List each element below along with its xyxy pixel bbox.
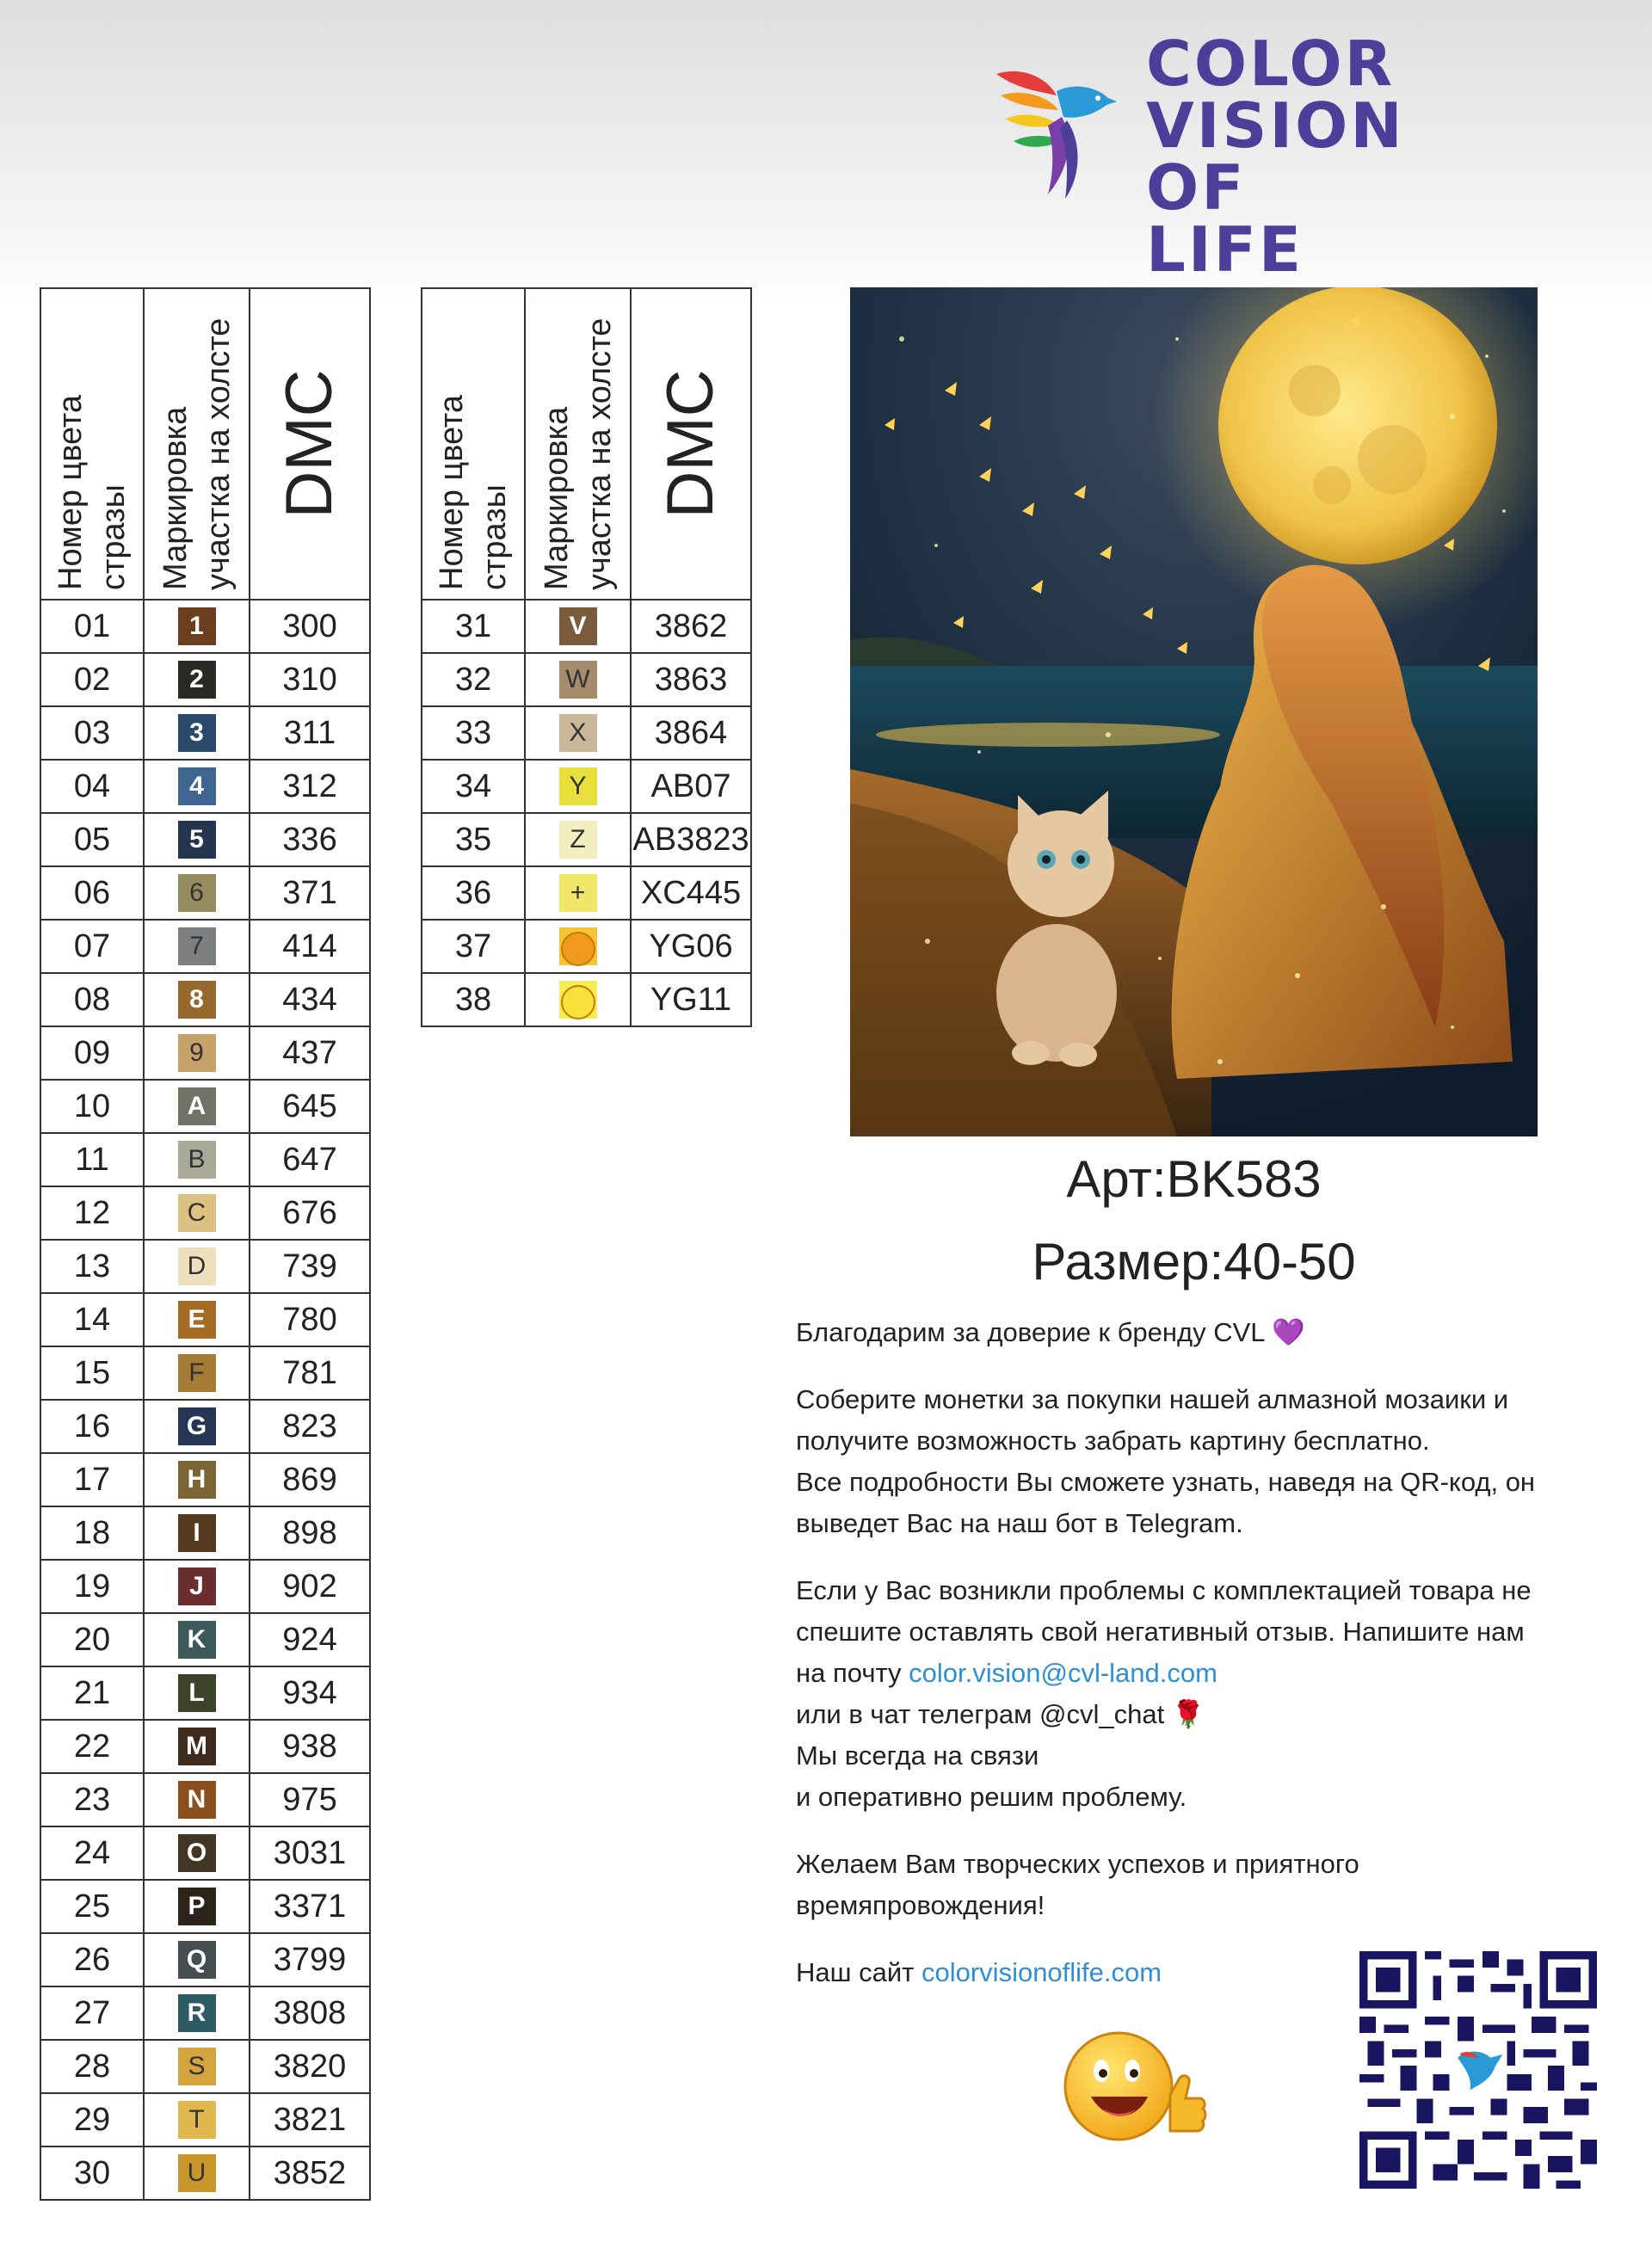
color-swatch [559,927,597,965]
legend-row [40,1986,370,2040]
color-number: 25 [40,1880,144,1933]
legend-row [40,1240,370,1293]
thumbs-up-smiley-icon [1058,2026,1213,2147]
legend-row [40,866,370,920]
coins-text: выведет Вас на наш бот в Telegram. [796,1508,1243,1538]
dmc-code: 934 [250,1666,370,1720]
color-number: 07 [40,920,144,973]
dmc-code: 300 [250,600,370,653]
color-swatch: D [178,1247,216,1285]
canvas-marking [144,1613,250,1666]
dmc-code: 437 [250,1026,370,1080]
canvas-marking [144,706,250,760]
legend-row [40,1186,370,1240]
color-number: 01 [40,600,144,653]
legend-row [40,653,370,706]
legend-row [422,653,751,706]
color-swatch: V [559,607,597,645]
color-swatch: 2 [178,661,216,699]
color-number: 28 [40,2040,144,2093]
canvas-marking [525,920,631,973]
circle-symbol-icon [561,985,595,1019]
dmc-code: 336 [250,813,370,866]
coins-text: Все подробности Вы сможете узнать, наведя на QR-код, он [796,1467,1536,1497]
canvas-marking [144,813,250,866]
problem-text: спешите оставлять свой негативный отзыв. Напишите нам [796,1617,1525,1647]
legend-row [40,1826,370,1880]
thanks-text: Благодарим за доверие к бренду CVL 💜 [796,1317,1305,1347]
legend-row [40,2093,370,2147]
dmc-code: AB3823 [631,813,751,866]
legend-row [40,1026,370,1080]
dmc-code: 869 [250,1453,370,1506]
dmc-code: 676 [250,1186,370,1240]
canvas-marking [144,760,250,813]
legend-row [422,813,751,866]
legend-row [40,1933,370,1986]
color-number: 15 [40,1346,144,1400]
legend-row [40,760,370,813]
color-number: 05 [40,813,144,866]
canvas-marking [144,1560,250,1613]
color-swatch: Q [178,1941,216,1979]
color-number: 04 [40,760,144,813]
color-number: 14 [40,1293,144,1346]
color-number: 18 [40,1506,144,1560]
canvas-marking [144,1026,250,1080]
legend-row [422,706,751,760]
color-number: 29 [40,2093,144,2147]
canvas-marking [525,813,631,866]
color-swatch: 8 [178,981,216,1019]
canvas-marking [144,1080,250,1133]
canvas-marking [144,1666,250,1720]
dmc-code: XC445 [631,866,751,920]
dmc-code: 938 [250,1720,370,1773]
dmc-code: 898 [250,1506,370,1560]
dmc-code: 975 [250,1773,370,1826]
header-color-number: Номер цвета стразы [40,288,144,600]
dmc-code: 3863 [631,653,751,706]
legend-row [40,1453,370,1506]
color-swatch: B [178,1141,216,1179]
canvas-marking [144,1986,250,2040]
dmc-code: 371 [250,866,370,920]
color-swatch: 1 [178,607,216,645]
dmc-code: 434 [250,973,370,1026]
canvas-marking [144,2147,250,2200]
legend-row [40,1880,370,1933]
color-number: 35 [422,813,525,866]
brand-line: VISION [1146,89,1405,162]
color-number: 34 [422,760,525,813]
color-swatch: M [178,1728,216,1765]
color-number: 20 [40,1613,144,1666]
hummingbird-logo-icon [988,57,1117,203]
canvas-marking [144,1720,250,1773]
color-number: 37 [422,920,525,973]
canvas-marking [144,866,250,920]
dmc-code: 924 [250,1613,370,1666]
problem-text: на почту color.vision@cvl-land.com [796,1658,1217,1688]
qr-code-icon[interactable] [1359,1951,1597,2189]
color-swatch: P [178,1888,216,1925]
color-swatch: A [178,1087,216,1125]
dmc-code: 3821 [250,2093,370,2147]
color-swatch: 7 [178,927,216,965]
legend-row [40,1773,370,1826]
canvas-marking [144,1400,250,1453]
coins-text: получите возможность забрать картину бесплатно. [796,1426,1430,1456]
legend-row [40,973,370,1026]
color-swatch: I [178,1514,216,1552]
color-swatch: X [559,714,597,752]
canvas-marking [144,1826,250,1880]
dmc-code: 902 [250,1560,370,1613]
color-swatch: U [178,2154,216,2192]
legend-row [422,973,751,1026]
canvas-marking [525,866,631,920]
canvas-marking [144,920,250,973]
product-image [850,287,1538,1136]
color-number: 30 [40,2147,144,2200]
info-text [796,1312,1622,2019]
color-number: 10 [40,1080,144,1133]
legend-row [40,2147,370,2200]
dmc-code: 3371 [250,1880,370,1933]
dmc-code: YG06 [631,920,751,973]
canvas-marking [144,2040,250,2093]
legend-row [40,920,370,973]
color-number: 38 [422,973,525,1026]
color-number: 09 [40,1026,144,1080]
dmc-code: 311 [250,706,370,760]
legend-row [40,600,370,653]
color-number: 02 [40,653,144,706]
color-swatch: N [178,1781,216,1819]
color-number: 27 [40,1986,144,2040]
brand-line: COLOR [1146,28,1396,100]
dmc-code: 312 [250,760,370,813]
color-number: 36 [422,866,525,920]
canvas-marking [144,1453,250,1506]
color-number: 13 [40,1240,144,1293]
dmc-code: 823 [250,1400,370,1453]
canvas-marking [144,1346,250,1400]
color-swatch: 6 [178,874,216,912]
dmc-code: 647 [250,1133,370,1186]
color-swatch: H [178,1461,216,1499]
circle-symbol-icon [561,932,595,966]
legend-row [40,706,370,760]
color-number: 11 [40,1133,144,1186]
dmc-code: 645 [250,1080,370,1133]
color-swatch: R [178,1994,216,2032]
canvas-marking [144,2093,250,2147]
color-swatch: O [178,1834,216,1872]
legend-row [40,1666,370,1720]
canvas-marking [525,653,631,706]
header-dmc: DMC [631,288,751,600]
canvas-marking [144,1933,250,1986]
dmc-code: 3862 [631,600,751,653]
dmc-code: 3808 [250,1986,370,2040]
wish-text: Желаем Вам творческих успехов и приятного [796,1849,1359,1879]
color-swatch: 5 [178,821,216,859]
color-legend-table [40,287,371,2201]
dmc-code: 310 [250,653,370,706]
problem-text: или в чат телеграм @cvl_chat 🌹 [796,1699,1205,1729]
legend-row [40,1293,370,1346]
header-color-number: Номер цвета стразы [422,288,525,600]
header-canvas-marking: Маркировка участка на холсте [525,288,631,600]
legend-row [40,1400,370,1453]
dmc-code: YG11 [631,973,751,1026]
canvas-marking [525,760,631,813]
legend-row [40,1133,370,1186]
color-number: 21 [40,1666,144,1720]
legend-row [40,2040,370,2093]
color-legend-table [421,287,752,1027]
legend-row [40,1080,370,1133]
dmc-code: 739 [250,1240,370,1293]
header-canvas-marking: Маркировка участка на холсте [144,288,250,600]
problem-text: и оперативно решим проблему. [796,1782,1187,1812]
legend-row [40,1720,370,1773]
canvas-marking [525,706,631,760]
color-swatch: Y [559,767,597,805]
header-dmc: DMC [250,288,370,600]
article-number: Арт:BK583 [1066,1150,1322,1208]
site-text: Наш сайт colorvisionoflife.com [796,1957,1162,1987]
color-number: 06 [40,866,144,920]
legend-row [40,813,370,866]
legend-row [422,600,751,653]
canvas-marking [144,1773,250,1826]
brand-line: OF LIFE [1146,151,1304,286]
color-number: 33 [422,706,525,760]
color-swatch: + [559,874,597,912]
color-swatch: E [178,1301,216,1339]
dmc-code: 3852 [250,2147,370,2200]
color-number: 31 [422,600,525,653]
dmc-code: 3799 [250,1933,370,1986]
color-number: 16 [40,1400,144,1453]
legend-row [422,760,751,813]
dmc-code: AB07 [631,760,751,813]
color-swatch: 3 [178,714,216,752]
coins-text: Соберите монетки за покупки нашей алмазной мозаики и [796,1384,1509,1414]
color-swatch: T [178,2101,216,2139]
legend-row [40,1560,370,1613]
canvas-marking [144,1240,250,1293]
canvas-marking [144,1880,250,1933]
color-number: 12 [40,1186,144,1240]
problem-text: Если у Вас возникли проблемы с комплектацией товара не [796,1575,1532,1605]
canvas-marking [525,600,631,653]
dmc-code: 414 [250,920,370,973]
color-swatch: G [178,1407,216,1445]
canvas-marking [144,1293,250,1346]
canvas-marking [144,653,250,706]
color-number: 08 [40,973,144,1026]
canvas-marking [525,973,631,1026]
color-number: 03 [40,706,144,760]
color-swatch: Z [559,821,597,859]
color-swatch: K [178,1621,216,1659]
canvas-marking [144,1133,250,1186]
problem-text: Мы всегда на связи [796,1740,1039,1771]
legend-row [422,866,751,920]
site-link[interactable]: colorvisionoflife.com [921,1957,1162,1987]
color-swatch [559,981,597,1019]
color-swatch: 4 [178,767,216,805]
color-number: 32 [422,653,525,706]
dmc-code: 3820 [250,2040,370,2093]
color-number: 24 [40,1826,144,1880]
color-swatch: F [178,1354,216,1392]
legend-row [422,920,751,973]
canvas-marking [144,1186,250,1240]
email-link[interactable]: color.vision@cvl-land.com [909,1658,1217,1688]
dmc-code: 781 [250,1346,370,1400]
color-number: 19 [40,1560,144,1613]
legend-row [40,1613,370,1666]
color-number: 26 [40,1933,144,1986]
color-number: 22 [40,1720,144,1773]
dmc-code: 3031 [250,1826,370,1880]
color-number: 17 [40,1453,144,1506]
color-swatch: S [178,2048,216,2085]
dmc-code: 3864 [631,706,751,760]
product-size: Размер:40-50 [1032,1233,1356,1290]
legend-row [40,1506,370,1560]
color-swatch: 9 [178,1034,216,1072]
dmc-code: 780 [250,1293,370,1346]
canvas-marking [144,600,250,653]
wish-text: времяпровождения! [796,1890,1045,1920]
canvas-marking [144,1506,250,1560]
legend-row [40,1346,370,1400]
color-swatch: J [178,1568,216,1605]
brand-logo [988,28,1405,286]
canvas-marking [144,973,250,1026]
color-number: 23 [40,1773,144,1826]
color-swatch: C [178,1194,216,1232]
color-swatch: W [559,661,597,699]
color-swatch: L [178,1674,216,1712]
